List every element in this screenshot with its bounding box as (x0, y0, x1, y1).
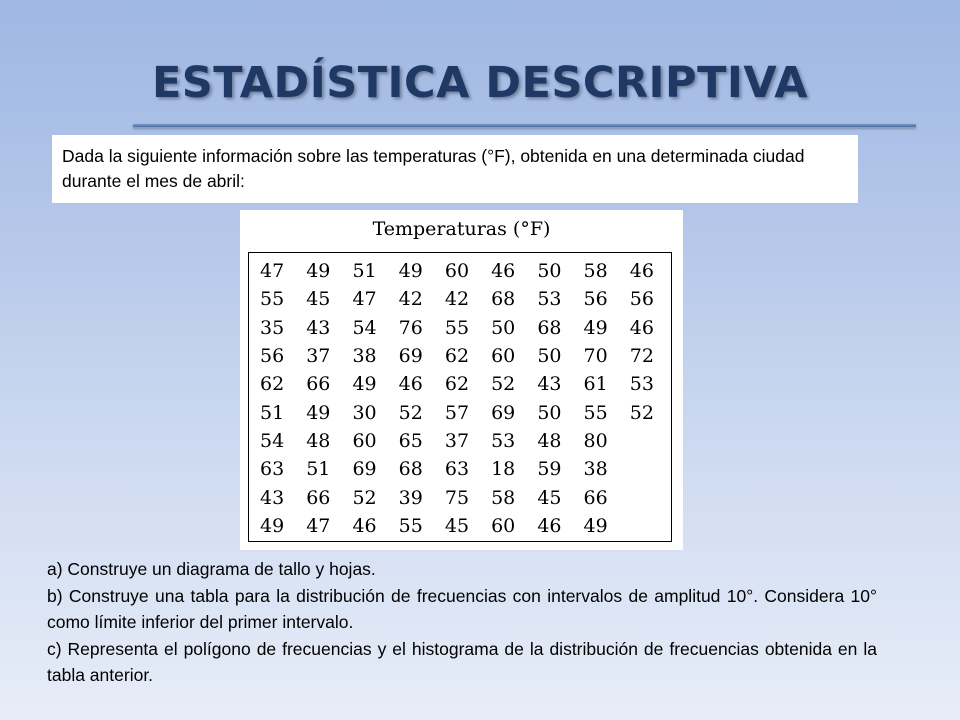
table-cell: 62 (444, 345, 470, 368)
table-cell: 53 (629, 373, 654, 396)
table-row (255, 370, 671, 398)
table-cell: 68 (537, 316, 562, 339)
table-cell: 42 (398, 288, 423, 311)
temperature-table (255, 257, 671, 540)
table-cell: 52 (629, 401, 654, 424)
table-cell: 65 (398, 429, 423, 452)
table-cell: 63 (444, 458, 470, 481)
table-cell: 49 (306, 401, 331, 424)
table-cell: 62 (444, 373, 470, 396)
table-cell (625, 455, 671, 483)
table-row (255, 455, 671, 483)
table-cell: 58 (583, 260, 608, 283)
table-cell: 46 (629, 316, 654, 339)
table-cell: 48 (306, 429, 331, 452)
table-cell: 50 (491, 316, 516, 339)
table-cell: 48 (537, 429, 562, 452)
table-cell: 63 (260, 458, 285, 481)
table-cell: 58 (491, 486, 516, 509)
table-cell: 37 (306, 345, 331, 368)
table-cell: 47 (260, 260, 285, 283)
table-cell: 57 (444, 401, 470, 424)
table-cell: 56 (583, 288, 608, 311)
table-cell: 69 (352, 458, 377, 481)
table-cell: 53 (537, 288, 562, 311)
table-cell: 75 (444, 486, 470, 509)
title-underline (133, 124, 916, 128)
temperature-table-box (248, 252, 672, 542)
table-cell: 69 (398, 345, 423, 368)
table-cell: 50 (537, 345, 562, 368)
table-cell: 49 (583, 514, 608, 537)
table-cell: 55 (260, 288, 285, 311)
table-cell: 51 (260, 401, 285, 424)
table-cell: 53 (491, 429, 516, 452)
table-cell: 18 (491, 458, 516, 481)
intro-text: Dada la siguiente información sobre las temperaturas (°F), obtenida en una determinada ciudad durante el mes de abril: (52, 135, 858, 203)
table-cell: 54 (352, 316, 377, 339)
table-cell: 56 (260, 345, 285, 368)
table-cell: 51 (352, 260, 377, 283)
table-cell: 46 (352, 514, 377, 537)
table-cell: 60 (444, 260, 470, 283)
table-cell: 62 (260, 373, 285, 396)
table-cell: 39 (398, 486, 423, 509)
table-cell: 80 (583, 429, 608, 452)
table-cell: 59 (537, 458, 562, 481)
questions-block (47, 556, 877, 689)
table-row (255, 257, 671, 285)
table-cell: 38 (583, 458, 608, 481)
table-cell: 49 (352, 373, 377, 396)
table-cell: 38 (352, 345, 377, 368)
table-cell: 60 (352, 429, 377, 452)
table-cell: 66 (583, 486, 608, 509)
table-cell: 60 (491, 514, 516, 537)
table-cell: 50 (537, 401, 562, 424)
table-cell: 46 (398, 373, 423, 396)
table-cell: 54 (260, 429, 285, 452)
table-cell: 45 (444, 514, 470, 537)
table-cell: 49 (260, 514, 285, 537)
table-cell (625, 483, 671, 511)
temperature-table-panel (240, 210, 683, 550)
table-row (255, 285, 671, 313)
table-cell: 55 (444, 316, 470, 339)
table-row (255, 314, 671, 342)
table-cell: 45 (306, 288, 331, 311)
table-cell: 42 (444, 288, 470, 311)
table-cell (625, 427, 671, 455)
table-cell: 45 (537, 486, 562, 509)
table-cell: 76 (398, 316, 423, 339)
table-cell: 35 (260, 316, 285, 339)
table-caption: Temperaturas (°F) (372, 218, 551, 240)
table-cell: 66 (306, 373, 331, 396)
question-a: a) Construye un diagrama de tallo y hojas. (47, 559, 376, 579)
table-cell: 47 (306, 514, 331, 537)
table-cell: 60 (491, 345, 516, 368)
table-cell: 70 (583, 345, 608, 368)
table-row (255, 427, 671, 455)
table-cell: 68 (398, 458, 423, 481)
table-cell: 43 (260, 486, 285, 509)
table-cell: 55 (583, 401, 608, 424)
table-cell: 43 (306, 316, 331, 339)
table-cell: 52 (398, 401, 423, 424)
table-cell: 68 (491, 288, 516, 311)
table-cell: 49 (306, 260, 331, 283)
table-cell (625, 512, 671, 540)
table-cell: 43 (537, 373, 562, 396)
table-cell: 52 (491, 373, 516, 396)
table-cell: 46 (629, 260, 654, 283)
table-row (255, 483, 671, 511)
table-cell: 51 (306, 458, 331, 481)
table-cell: 56 (629, 288, 654, 311)
table-cell: 61 (583, 373, 608, 396)
table-cell: 49 (583, 316, 608, 339)
table-cell: 49 (398, 260, 423, 283)
table-cell: 55 (398, 514, 423, 537)
table-cell: 72 (629, 345, 654, 368)
table-cell: 46 (491, 260, 516, 283)
table-cell: 37 (444, 429, 470, 452)
slide-title: ESTADÍSTICA DESCRIPTIVA (151, 58, 809, 108)
table-cell: 69 (491, 401, 516, 424)
table-row (255, 342, 671, 370)
table-cell: 66 (306, 486, 331, 509)
table-cell: 30 (352, 401, 377, 424)
table-row (255, 398, 671, 426)
table-cell: 50 (537, 260, 562, 283)
table-cell: 46 (537, 514, 562, 537)
table-cell: 47 (352, 288, 377, 311)
table-cell: 52 (352, 486, 377, 509)
question-b: b) Construye una tabla para la distribución de frecuencias con intervalos de amplitud 10°. Considera 10° como límite inferior del primer intervalo. (47, 585, 877, 632)
table-row (255, 512, 671, 540)
question-c: c) Representa el polígono de frecuencias y el histograma de la distribución de frecuencias obtenida en la tabla anterior. (47, 638, 877, 685)
